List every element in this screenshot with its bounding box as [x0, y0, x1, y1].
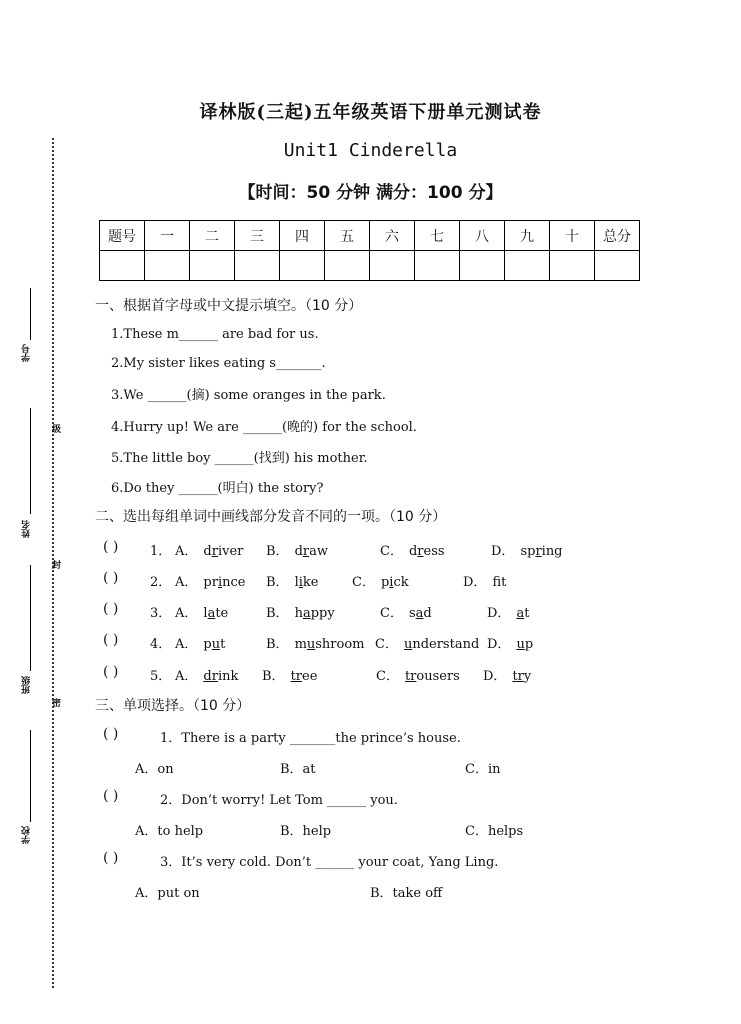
option-text-part: ck: [393, 575, 409, 590]
option-text-part: d: [203, 544, 212, 559]
phonics-option-d: [487, 633, 533, 652]
phonics-option-d: [483, 665, 531, 684]
underlined-letters: tr: [290, 669, 303, 684]
score-header-cell: 五: [325, 221, 370, 251]
underlined-letters: u: [211, 637, 221, 652]
option-text-part: h: [294, 606, 303, 621]
choice-option-a: A．put on: [135, 886, 200, 901]
underlined-letters: u: [516, 637, 525, 652]
underlined-letters: a: [302, 606, 311, 621]
option-text-part: te: [215, 606, 229, 621]
score-entry-cell[interactable]: [235, 251, 280, 281]
answer-paren[interactable]: ( ): [103, 539, 119, 555]
phonics-option-b: [266, 602, 335, 621]
phonics-option-a: [175, 602, 228, 621]
option-text-part: A．: [175, 606, 198, 621]
phonics-option-a: [175, 540, 243, 559]
underlined-letters: i: [389, 575, 394, 590]
section1-heading: 一、根据首字母或中文提示填空。（10 分）: [95, 298, 363, 314]
seal-ji: 级: [52, 425, 62, 435]
option-text-part: B．: [266, 544, 289, 559]
fill-in-question: 5.The little boy ______(找到) his mother.: [111, 451, 368, 466]
score-entry-cell[interactable]: [595, 251, 640, 281]
option-text-part: l: [294, 575, 299, 590]
option-text-part: d: [423, 606, 432, 621]
option-text-part: D．: [487, 606, 511, 621]
section2-heading: 二、选出每组单词中画线部分发音不同的一项。（10 分）: [95, 509, 447, 525]
option-text-part: iver: [217, 544, 244, 559]
score-entry-cell[interactable]: [415, 251, 460, 281]
score-table: [99, 220, 640, 281]
option-text-part: nce: [222, 575, 246, 590]
underlined-letters: a: [516, 606, 525, 621]
option-text-part: s: [408, 606, 416, 621]
score-header-cell: 八: [460, 221, 505, 251]
option-text-part: ee: [302, 669, 318, 684]
score-header-cell: 一: [145, 221, 190, 251]
option-text-part: A．: [175, 669, 198, 684]
option-text-part: A．: [175, 544, 198, 559]
option-text-part: A．: [175, 575, 198, 590]
phonics-option-b: [266, 540, 328, 559]
score-header-cell: 四: [280, 221, 325, 251]
question-number: 1．: [150, 544, 172, 559]
option-text-part: f: [492, 575, 502, 590]
option-text-part: aw: [309, 544, 328, 559]
option-text-part: B．: [266, 606, 289, 621]
phonics-option-c: [375, 633, 479, 652]
score-header-cell: 题号: [100, 221, 145, 251]
option-text-part: nderstand: [412, 637, 480, 652]
answer-paren[interactable]: ( ): [103, 632, 119, 648]
score-header-cell: 六: [370, 221, 415, 251]
score-entry-cell[interactable]: [460, 251, 505, 281]
underlined-letters: i: [298, 575, 303, 590]
option-text-part: d: [294, 544, 303, 559]
score-header-row: [100, 221, 640, 251]
phonics-option-c: [352, 571, 409, 590]
seal-feng: 封: [52, 561, 62, 571]
answer-paren[interactable]: ( ): [103, 788, 119, 804]
phonics-option-c: [380, 540, 445, 559]
option-text-part: D．: [491, 544, 515, 559]
phonics-option-b: [266, 571, 318, 590]
school-line[interactable]: [30, 730, 31, 822]
underlined-letters: u: [403, 637, 413, 652]
option-text-part: pr: [203, 575, 218, 590]
choice-question: 2．Don’t worry! Let Tom ______ you.: [160, 793, 398, 808]
school-label: 学校: [22, 826, 32, 844]
phonics-option-b: [262, 665, 317, 684]
option-text-part: C．: [380, 606, 403, 621]
option-text-part: C．: [375, 637, 398, 652]
exam-meta: 【时间：50 分钟 满分：100 分】: [238, 183, 503, 203]
score-header-cell: 十: [550, 221, 595, 251]
name-line[interactable]: [30, 408, 31, 514]
option-text-part: D．: [483, 669, 507, 684]
student-id-label: 学号: [22, 344, 32, 362]
underlined-letters: r: [302, 544, 310, 559]
option-text-part: ink: [217, 669, 239, 684]
answer-paren[interactable]: ( ): [103, 570, 119, 586]
score-entry-cell[interactable]: [325, 251, 370, 281]
phonics-option-b: [266, 633, 365, 652]
answer-paren[interactable]: ( ): [103, 664, 119, 680]
unit-title: Unit1 Cinderella: [283, 140, 458, 161]
option-text-part: shroom: [315, 637, 365, 652]
seal-mi: 密: [52, 699, 62, 709]
score-entry-cell[interactable]: [550, 251, 595, 281]
option-text-part: t: [524, 606, 530, 621]
score-header-cell: 三: [235, 221, 280, 251]
option-text-part: m: [294, 637, 307, 652]
choice-option-b: B．help: [280, 824, 332, 839]
option-text-part: y: [523, 669, 532, 684]
choice-option-a: A．to help: [135, 824, 204, 839]
choice-question: 3．It’s very cold. Don’t ______ your coat, Yang Ling.: [160, 855, 499, 870]
option-text-part: A．: [175, 637, 198, 652]
fill-in-question: 2.My sister likes eating s_______.: [111, 356, 326, 371]
option-text-part: ppy: [310, 606, 335, 621]
answer-paren[interactable]: ( ): [103, 601, 119, 617]
score-entry-cell[interactable]: [505, 251, 550, 281]
score-entry-row: [100, 251, 640, 281]
option-text-part: C．: [352, 575, 375, 590]
choice-option-a: A．on: [135, 762, 174, 777]
underlined-letters: u: [306, 637, 316, 652]
score-entry-cell[interactable]: [190, 251, 235, 281]
choice-option-c: C．helps: [465, 824, 524, 839]
underlined-letters: a: [415, 606, 424, 621]
option-text-part: C．: [380, 544, 403, 559]
fill-in-question: 1.These m______ are bad for us.: [111, 327, 319, 342]
option-text-part: B．: [266, 575, 289, 590]
name-label: 姓名: [22, 520, 32, 538]
student-id-line[interactable]: [30, 288, 31, 340]
score-header-cell: 九: [505, 221, 550, 251]
score-entry-cell[interactable]: [370, 251, 415, 281]
option-text-part: t: [501, 575, 507, 590]
answer-paren[interactable]: ( ): [103, 726, 119, 742]
page-title: 译林版(三起)五年级英语下册单元测试卷: [199, 102, 542, 123]
phonics-option-c: [380, 602, 432, 621]
phonics-option-d: [487, 602, 529, 621]
option-text-part: p: [203, 637, 212, 652]
underlined-letters: a: [207, 606, 216, 621]
score-header-cell: 二: [190, 221, 235, 251]
phonics-option-a: [175, 571, 245, 590]
option-text-part: ess: [423, 544, 445, 559]
fill-in-question: 6.Do they ______(明白) the story?: [111, 481, 324, 496]
option-text-part: B．: [266, 637, 289, 652]
option-text-part: C．: [376, 669, 399, 684]
fill-in-question: 4.Hurry up! We are ______(晚的) for the school.: [111, 420, 417, 435]
option-text-part: sp: [520, 544, 536, 559]
choice-option-b: B．take off: [370, 886, 443, 901]
section3-heading: 三、单项选择。（10 分）: [95, 698, 251, 714]
phonics-option-d: [463, 571, 506, 590]
class-line[interactable]: [30, 565, 31, 671]
phonics-option-a: [175, 665, 238, 684]
option-text-part: ke: [302, 575, 319, 590]
score-entry-cell[interactable]: [145, 251, 190, 281]
option-text-part: D．: [463, 575, 487, 590]
score-entry-cell[interactable]: [100, 251, 145, 281]
score-header-cell: 七: [415, 221, 460, 251]
score-header-cell: 总分: [595, 221, 640, 251]
fill-in-question: 3.We ______(摘) some oranges in the park.: [111, 388, 386, 403]
question-number: 4．: [150, 637, 172, 652]
option-text-part: B．: [262, 669, 285, 684]
underlined-letters: r: [417, 544, 424, 559]
option-text-part: p: [524, 637, 534, 652]
option-text-part: D．: [487, 637, 511, 652]
option-text-part: l: [203, 606, 208, 621]
option-text-part: ing: [541, 544, 563, 559]
underlined-letters: i: [217, 575, 223, 590]
option-text-part: d: [408, 544, 418, 559]
underlined-letters: tr: [512, 669, 524, 684]
option-text-part: p: [380, 575, 390, 590]
phonics-option-d: [491, 540, 563, 559]
underlined-letters: dr: [203, 669, 218, 684]
question-number: 5．: [150, 669, 172, 684]
choice-question: 1．There is a party _______the prince’s house.: [160, 731, 461, 746]
option-text-part: t: [220, 637, 226, 652]
score-entry-cell[interactable]: [280, 251, 325, 281]
phonics-option-c: [376, 665, 460, 684]
class-label: 班级: [22, 676, 32, 694]
question-number: 3．: [150, 606, 172, 621]
option-text-part: ousers: [416, 669, 460, 684]
choice-option-c: C．in: [465, 762, 501, 777]
underlined-letters: r: [211, 544, 218, 559]
underlined-letters: r: [535, 544, 542, 559]
answer-paren[interactable]: ( ): [103, 850, 119, 866]
underlined-letters: tr: [404, 669, 417, 684]
question-number: 2．: [150, 575, 172, 590]
choice-option-b: B．at: [280, 762, 316, 777]
phonics-option-a: [175, 633, 225, 652]
